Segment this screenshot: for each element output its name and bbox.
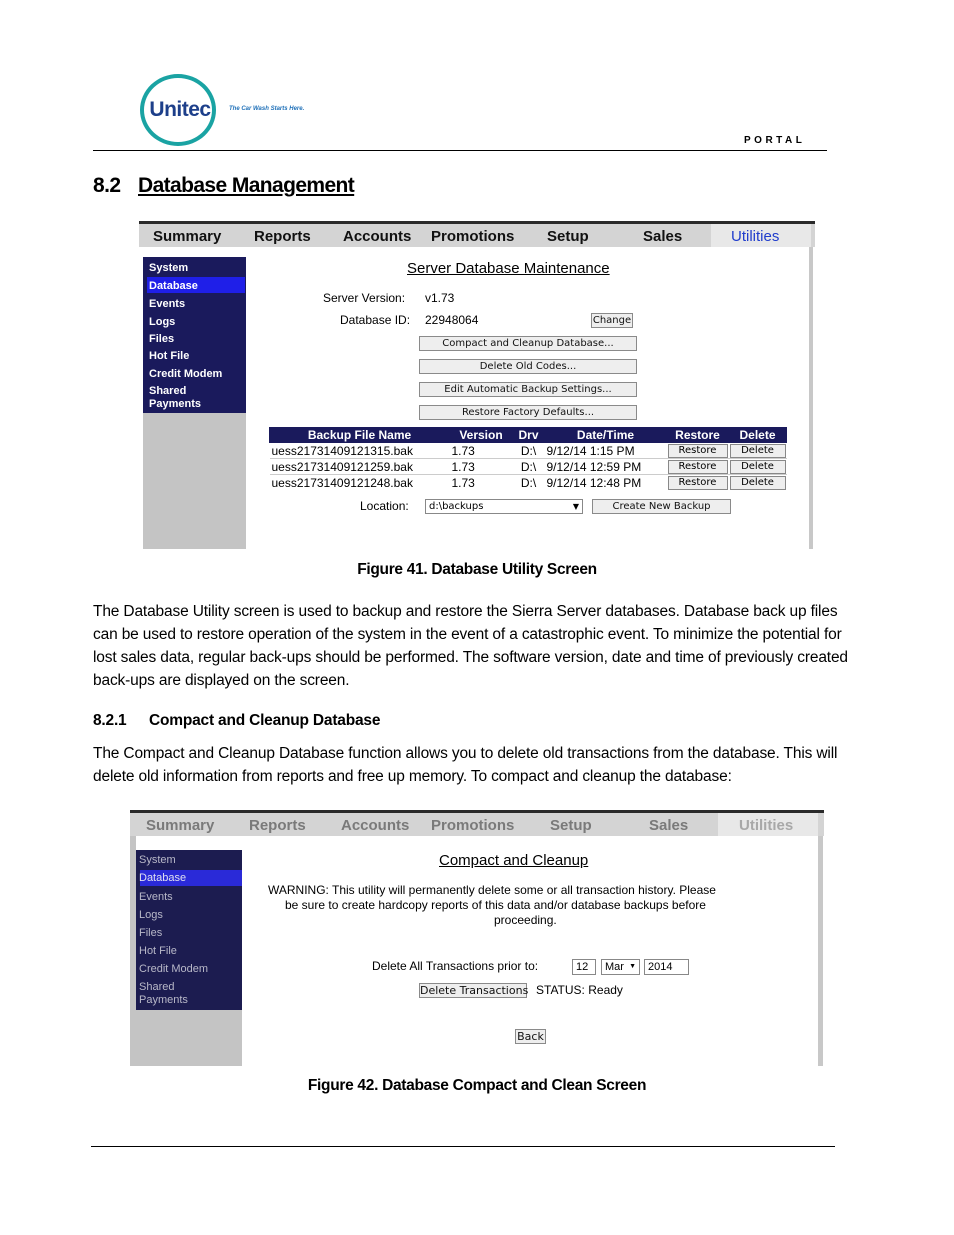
sidebar-item-database[interactable]: Database: [149, 280, 198, 292]
sidebar-item-files[interactable]: Files: [139, 927, 163, 939]
warning-line-3: proceeding.: [494, 913, 557, 927]
col-delete: Delete: [729, 428, 787, 443]
footer-rule: [91, 1146, 835, 1147]
delete-button[interactable]: Delete: [730, 476, 786, 490]
sidebar-item-database[interactable]: Database: [139, 872, 187, 884]
tab-sales[interactable]: Sales: [643, 228, 683, 245]
sidebar: [136, 850, 242, 1010]
change-button[interactable]: Change: [592, 315, 632, 326]
backup-table: [269, 427, 787, 491]
cell-datetime: 9/12/14 12:59 PM: [545, 459, 667, 475]
col-file-name: Backup File Name: [270, 428, 450, 443]
warning-line-1: WARNING: This utility will permanently delete some or all transaction history. Please: [268, 883, 716, 897]
logo-tagline: The Car Wash Starts Here.: [229, 106, 305, 112]
tab-setup[interactable]: Setup: [547, 228, 589, 245]
sidebar-item-system[interactable]: System: [149, 262, 189, 274]
delete-prior-label: Delete All Transactions prior to:: [372, 959, 539, 973]
location-label: Location:: [360, 499, 409, 513]
cell-file: uess21731409121259.bak: [270, 459, 450, 475]
delete-transactions-button[interactable]: Delete Transactions: [420, 984, 529, 997]
table-row: [270, 475, 787, 491]
figure-42-screenshot: [130, 810, 824, 1066]
sidebar-empty-area: [136, 1010, 242, 1066]
page-title: Compact and Cleanup: [439, 852, 589, 869]
right-border: [818, 836, 823, 1066]
sidebar-item-system[interactable]: System: [139, 854, 176, 866]
col-restore: Restore: [667, 428, 729, 443]
dropdown-arrow-icon: ▼: [629, 963, 636, 970]
header-rule: [93, 150, 827, 151]
col-version: Version: [450, 428, 513, 443]
cell-datetime: 9/12/14 1:15 PM: [545, 443, 667, 459]
figure-42-caption: Figure 42. Database Compact and Clean Screen: [307, 1077, 647, 1094]
cell-file: uess21731409121248.bak: [270, 475, 450, 491]
paragraph-1: The Database Utility screen is used to backup and restore the Sierra Server databases. Database back up files can be used to restore operation of the system in the event of a catastrophic event. To minimize the potential for lost sales data, regular back-ups should be performed. The software version, date and time of previously created back-ups are displayed on the screen.: [93, 603, 848, 689]
tab-bar: [139, 221, 815, 247]
database-id-value: 22948064: [425, 313, 479, 327]
sidebar-item-hot-file[interactable]: Hot File: [139, 945, 177, 957]
tab-summary[interactable]: Summary: [146, 817, 215, 834]
sidebar-empty-area: [143, 413, 246, 549]
right-border: [809, 247, 813, 549]
cell-datetime: 9/12/14 12:48 PM: [545, 475, 667, 491]
delete-button[interactable]: Delete: [730, 444, 786, 458]
cell-version: 1.73: [450, 475, 513, 491]
month-select[interactable]: [601, 959, 640, 975]
delete-button[interactable]: Delete: [730, 460, 786, 474]
cell-version: 1.73: [450, 459, 513, 475]
sidebar-item-shared[interactable]: Shared: [149, 385, 187, 397]
location-select[interactable]: [425, 499, 583, 514]
section-title: Database Management: [138, 174, 355, 197]
year-input[interactable]: 2014: [644, 959, 689, 975]
sidebar-item-payments[interactable]: Payments: [149, 398, 201, 410]
day-input[interactable]: 12: [572, 959, 596, 975]
tab-reports[interactable]: Reports: [254, 228, 311, 245]
figure-41-caption: Figure 41. Database Utility Screen: [357, 561, 597, 578]
tab-reports[interactable]: Reports: [249, 817, 306, 834]
restore-defaults-button[interactable]: Restore Factory Defaults...: [419, 405, 637, 420]
unitec-logo: [138, 72, 220, 148]
delete-old-codes-button[interactable]: Delete Old Codes...: [419, 359, 637, 374]
logo-text: Unitec: [149, 98, 211, 121]
tab-promotions[interactable]: Promotions: [431, 817, 515, 834]
section-heading: [93, 174, 354, 198]
subsection-number: 8.2.1: [93, 712, 127, 729]
page-title: Server Database Maintenance: [407, 260, 610, 277]
table-header-row: [270, 428, 787, 443]
sidebar-item-events[interactable]: Events: [139, 891, 173, 903]
status-text: STATUS: Ready: [536, 983, 623, 997]
table-row: [270, 443, 787, 459]
month-value: Mar: [605, 961, 624, 973]
cell-drv: D:\: [513, 475, 545, 491]
portal-label: PORTAL: [744, 135, 806, 146]
server-version-label: Server Version:: [323, 291, 406, 305]
cell-version: 1.73: [450, 443, 513, 459]
create-backup-button[interactable]: Create New Backup: [592, 499, 731, 514]
sidebar-item-credit-modem[interactable]: Credit Modem: [149, 368, 223, 380]
edit-backup-settings-button[interactable]: Edit Automatic Backup Settings...: [419, 382, 637, 397]
sidebar: [143, 257, 246, 413]
sidebar-item-credit-modem[interactable]: Credit Modem: [139, 963, 209, 975]
sidebar-item-files[interactable]: Files: [149, 333, 175, 345]
restore-button[interactable]: Restore: [668, 476, 728, 490]
compact-cleanup-button[interactable]: Compact and Cleanup Database...: [419, 336, 637, 351]
cell-drv: D:\: [513, 459, 545, 475]
subsection-title: Compact and Cleanup Database: [149, 712, 381, 729]
dropdown-arrow-icon: ▼: [572, 502, 579, 511]
warning-line-2: be sure to create hardcopy reports of this data and/or database backups before: [285, 898, 706, 912]
sidebar-item-events[interactable]: Events: [149, 298, 186, 310]
paragraph-2: The Compact and Cleanup Database function allows you to delete old transactions from the database. This will delete old information from reports and free up memory. To compact and cleanup the database:: [93, 745, 838, 785]
tab-setup[interactable]: Setup: [550, 817, 592, 834]
tab-utilities[interactable]: Utilities: [739, 817, 794, 834]
server-version-value: v1.73: [425, 291, 455, 305]
location-value: d:\backups: [429, 501, 484, 512]
database-id-label: Database ID:: [340, 313, 411, 327]
col-datetime: Date/Time: [545, 428, 667, 443]
sidebar-item-logs[interactable]: Logs: [149, 316, 176, 328]
sidebar-item-hot-file[interactable]: Hot File: [149, 350, 190, 362]
restore-button[interactable]: Restore: [668, 460, 728, 474]
tab-accounts[interactable]: Accounts: [343, 228, 412, 245]
sidebar-item-shared[interactable]: Shared: [139, 981, 175, 993]
section-number: 8.2: [93, 174, 121, 197]
figure-41-screenshot: [139, 221, 815, 549]
back-button[interactable]: Back: [515, 1029, 546, 1044]
tab-summary[interactable]: Summary: [153, 228, 222, 245]
sidebar-item-logs[interactable]: Logs: [139, 909, 163, 921]
tab-promotions[interactable]: Promotions: [431, 228, 515, 245]
cell-drv: D:\: [513, 443, 545, 459]
subsection-heading: [93, 712, 380, 730]
tab-sales[interactable]: Sales: [649, 817, 689, 834]
tab-utilities[interactable]: Utilities: [731, 228, 780, 245]
col-drv: Drv: [513, 428, 545, 443]
cell-file: uess21731409121315.bak: [270, 443, 450, 459]
tab-bar: [130, 810, 824, 836]
sidebar-item-payments[interactable]: Payments: [139, 994, 188, 1006]
table-row: [270, 459, 787, 475]
restore-button[interactable]: Restore: [668, 444, 728, 458]
tab-accounts[interactable]: Accounts: [341, 817, 410, 834]
